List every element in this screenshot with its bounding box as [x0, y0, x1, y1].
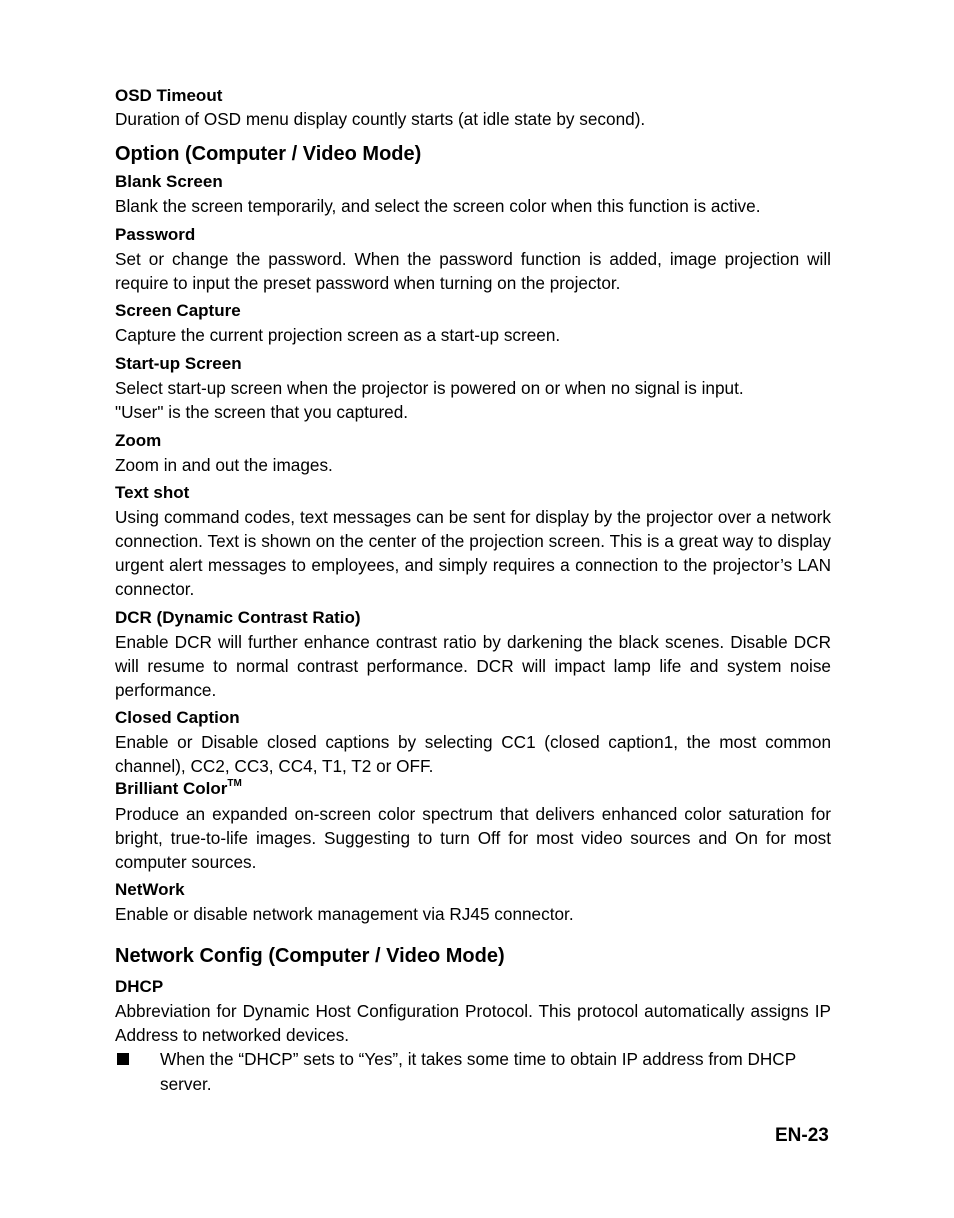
- zoom-title: Zoom: [115, 431, 162, 450]
- blank-screen-title: Blank Screen: [115, 172, 223, 191]
- zoom-body: Zoom in and out the images.: [115, 455, 333, 475]
- brilliant-color-body: Produce an expanded on-screen color spectrum that delivers enhanced color saturation for bright, true-to-life images. Suggesting to turn Off for most video sources and On for most computer sources.: [115, 804, 831, 872]
- screen-capture-title: Screen Capture: [115, 301, 241, 320]
- network-title: NetWork: [115, 880, 185, 899]
- startup-screen-body-line1: Select start-up screen when the projector is powered on or when no signal is input.: [115, 378, 744, 398]
- network-body: Enable or disable network management via RJ45 connector.: [115, 904, 574, 924]
- blank-screen-body: Blank the screen temporarily, and select the screen color when this function is active.: [115, 196, 761, 216]
- dcr-body: Enable DCR will further enhance contrast ratio by darkening the black scenes. Disable DCR will resume to normal contrast performance. DCR will impact lamp life and system noise performance.: [115, 632, 831, 700]
- dcr-title: DCR (Dynamic Contrast Ratio): [115, 608, 361, 627]
- osd-timeout-body: Duration of OSD menu display countly starts (at idle state by second).: [115, 109, 646, 129]
- network-config-heading: Network Config (Computer / Video Mode): [115, 945, 505, 967]
- dhcp-title: DHCP: [115, 977, 164, 996]
- dhcp-note: [115, 1047, 831, 1099]
- dhcp-body: Abbreviation for Dynamic Host Configuration Protocol. This protocol automatically assigns IP Address to networked devices.: [115, 1001, 831, 1045]
- screen-capture-body: Capture the current projection screen as a start-up screen.: [115, 325, 561, 345]
- password-body: Set or change the password. When the password function is added, image projection will require to input the preset password when turning on the projector.: [115, 249, 831, 293]
- osd-timeout-title: OSD Timeout: [115, 86, 223, 105]
- closed-caption-title: Closed Caption: [115, 708, 240, 727]
- square-bullet-icon: [117, 1053, 129, 1065]
- password-title: Password: [115, 225, 196, 244]
- dhcp-note-text: When the “DHCP” sets to “Yes”, it takes some time to obtain IP address from DHCP server.: [160, 1049, 796, 1094]
- trademark-mark: TM: [227, 778, 242, 789]
- brilliant-color-title-text: Brilliant Color: [115, 779, 228, 798]
- page-number: EN-23: [775, 1125, 829, 1146]
- startup-screen-body-line2: "User" is the screen that you captured.: [115, 402, 409, 422]
- text-shot-body: Using command codes, text messages can be sent for display by the projector over a network connection. Text is shown on the center of the projection screen. This is a great way to display urgent alert messages to employees, and simply requires a connection to the projector’s LAN connector.: [115, 507, 831, 599]
- startup-screen-title: Start-up Screen: [115, 354, 242, 373]
- option-heading: Option (Computer / Video Mode): [115, 143, 422, 165]
- closed-caption-body: Enable or Disable closed captions by selecting CC1 (closed caption1, the most common channel), CC2, CC3, CC4, T1, T2 or OFF.: [115, 732, 831, 776]
- brilliant-color-title: [115, 777, 831, 801]
- text-shot-title: Text shot: [115, 483, 190, 502]
